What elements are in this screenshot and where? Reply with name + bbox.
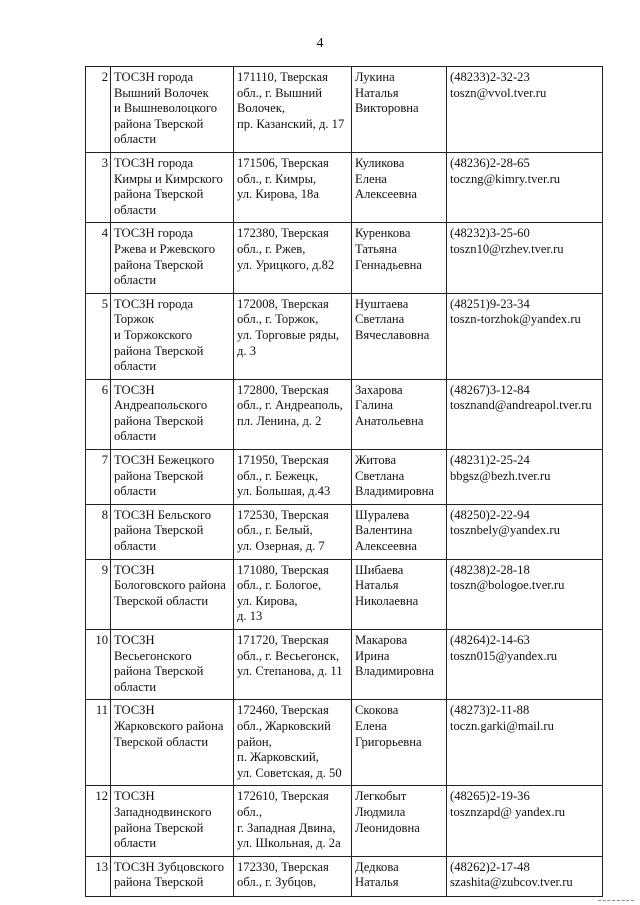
head-full-name: Макарова Ирина Владимировна bbox=[352, 630, 447, 700]
postal-address: 171506, Тверская обл., г. Кимры, ул. Кирова, 18а bbox=[234, 152, 352, 222]
head-full-name: Скокова Елена Григорьевна bbox=[352, 700, 447, 786]
contact-details: (48236)2-28-65 toczng@kimry.tver.ru bbox=[447, 152, 603, 222]
scan-edge-mark bbox=[598, 900, 634, 901]
social-protection-offices-table bbox=[85, 66, 603, 897]
row-number: 5 bbox=[86, 293, 111, 379]
contact-details: (48267)3-12-84 tosznand@andreapol.tver.ru bbox=[447, 379, 603, 449]
table-row bbox=[86, 630, 603, 700]
table-row bbox=[86, 450, 603, 505]
row-number: 8 bbox=[86, 504, 111, 559]
row-number: 2 bbox=[86, 67, 111, 153]
organization-name: ТОСЗН Бежецкого района Тверской области bbox=[111, 450, 234, 505]
contact-details: (48233)2-32-23 toszn@vvol.tver.ru bbox=[447, 67, 603, 153]
postal-address: 172610, Тверская обл., г. Западная Двина, ул. Школьная, д. 2а bbox=[234, 786, 352, 856]
head-full-name: Нуштаева Светлана Вячеславовна bbox=[352, 293, 447, 379]
postal-address: 171110, Тверская обл., г. Вышний Волочек, пр. Казанский, д. 17 bbox=[234, 67, 352, 153]
row-number: 6 bbox=[86, 379, 111, 449]
table-row bbox=[86, 856, 603, 896]
organization-name: ТОСЗН Бельского района Тверской области bbox=[111, 504, 234, 559]
row-number: 10 bbox=[86, 630, 111, 700]
table-row bbox=[86, 504, 603, 559]
row-number: 13 bbox=[86, 856, 111, 896]
postal-address: 172530, Тверская обл., г. Белый, ул. Озерная, д. 7 bbox=[234, 504, 352, 559]
postal-address: 172008, Тверская обл., г. Торжок, ул. Торговые ряды, д. 3 bbox=[234, 293, 352, 379]
organization-name: ТОСЗН Зубцовского района Тверской bbox=[111, 856, 234, 896]
table-row bbox=[86, 700, 603, 786]
head-full-name: Легкобыт Людмила Леонидовна bbox=[352, 786, 447, 856]
postal-address: 172800, Тверская обл., г. Андреаполь, пл. Ленина, д. 2 bbox=[234, 379, 352, 449]
organization-name: ТОСЗН Западнодвинского района Тверской области bbox=[111, 786, 234, 856]
table-row bbox=[86, 379, 603, 449]
row-number: 12 bbox=[86, 786, 111, 856]
organization-name: ТОСЗН города Ржева и Ржевского района Тверской области bbox=[111, 223, 234, 293]
head-full-name: Куликова Елена Алексеевна bbox=[352, 152, 447, 222]
organization-name: ТОСЗН Бологовского района Тверской области bbox=[111, 559, 234, 629]
head-full-name: Шуралева Валентина Алексеевна bbox=[352, 504, 447, 559]
contact-details: (48238)2-28-18 toszn@bologoe.tver.ru bbox=[447, 559, 603, 629]
postal-address: 172460, Тверская обл., Жарковский район, п. Жарковский, ул. Советская, д. 50 bbox=[234, 700, 352, 786]
contact-details: (48251)9-23-34 toszn-torzhok@yandex.ru bbox=[447, 293, 603, 379]
head-full-name: Дедкова Наталья bbox=[352, 856, 447, 896]
row-number: 7 bbox=[86, 450, 111, 505]
organization-name: ТОСЗН города Торжок и Торжокского района Тверской области bbox=[111, 293, 234, 379]
organization-name: ТОСЗН Андреапольского района Тверской области bbox=[111, 379, 234, 449]
organization-name: ТОСЗН Жарковского района Тверской области bbox=[111, 700, 234, 786]
page-number: 4 bbox=[316, 36, 324, 51]
postal-address: 171080, Тверская обл., г. Бологое, ул. Кирова, д. 13 bbox=[234, 559, 352, 629]
head-full-name: Шибаева Наталья Николаевна bbox=[352, 559, 447, 629]
table-row bbox=[86, 293, 603, 379]
contact-details: (48264)2-14-63 toszn015@yandex.ru bbox=[447, 630, 603, 700]
head-full-name: Захарова Галина Анатольевна bbox=[352, 379, 447, 449]
postal-address: 172380, Тверская обл., г. Ржев, ул. Урицкого, д.82 bbox=[234, 223, 352, 293]
table-row bbox=[86, 559, 603, 629]
table-row bbox=[86, 223, 603, 293]
organization-name: ТОСЗН города Кимры и Кимрского района Тверской области bbox=[111, 152, 234, 222]
contact-details: (48250)2-22-94 tosznbely@yandex.ru bbox=[447, 504, 603, 559]
contact-details: (48265)2-19-36 tosznzapd@ yandex.ru bbox=[447, 786, 603, 856]
row-number: 3 bbox=[86, 152, 111, 222]
contact-details: (48232)3-25-60 toszn10@rzhev.tver.ru bbox=[447, 223, 603, 293]
head-full-name: Житова Светлана Владимировна bbox=[352, 450, 447, 505]
row-number: 9 bbox=[86, 559, 111, 629]
head-full-name: Лукина Наталья Викторовна bbox=[352, 67, 447, 153]
organization-name: ТОСЗН Весьегонского района Тверской области bbox=[111, 630, 234, 700]
table-row bbox=[86, 67, 603, 153]
contact-details: (48262)2-17-48 szashita@zubcov.tver.ru bbox=[447, 856, 603, 896]
table-row bbox=[86, 786, 603, 856]
row-number: 11 bbox=[86, 700, 111, 786]
postal-address: 172330, Тверская обл., г. Зубцов, bbox=[234, 856, 352, 896]
head-full-name: Куренкова Татьяна Геннадьевна bbox=[352, 223, 447, 293]
row-number: 4 bbox=[86, 223, 111, 293]
contact-details: (48273)2-11-88 toczn.garki@mail.ru bbox=[447, 700, 603, 786]
postal-address: 171950, Тверская обл., г. Бежецк, ул. Большая, д.43 bbox=[234, 450, 352, 505]
organization-name: ТОСЗН города Вышний Волочек и Вышневолоцкого района Тверской области bbox=[111, 67, 234, 153]
postal-address: 171720, Тверская обл., г. Весьегонск, ул. Степанова, д. 11 bbox=[234, 630, 352, 700]
table-row bbox=[86, 152, 603, 222]
contact-details: (48231)2-25-24 bbgsz@bezh.tver.ru bbox=[447, 450, 603, 505]
